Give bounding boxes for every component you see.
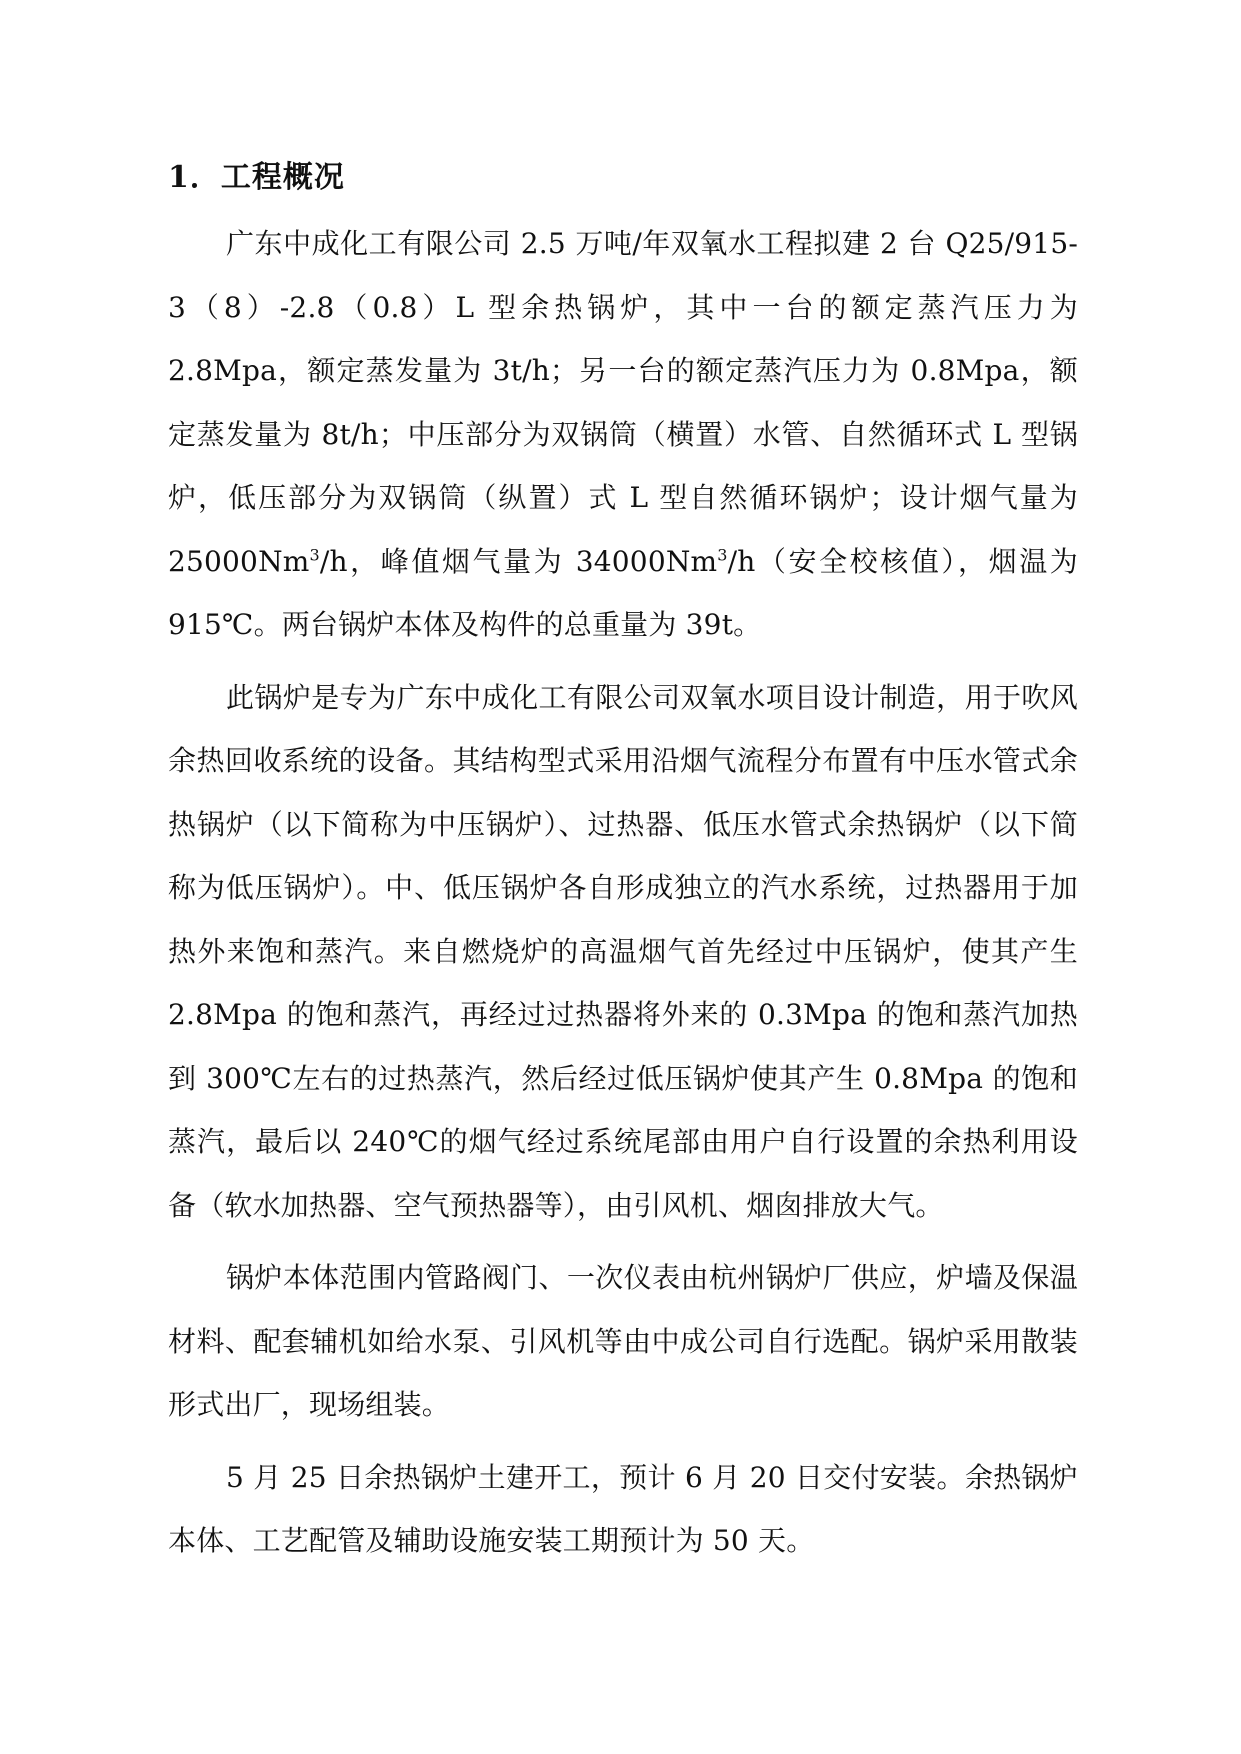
paragraph-text: 广东中成化工有限公司 2.5 万吨/年双氧水工程拟建 2 台 Q25/915-3（8）-2.8（0.8）L 型余热锅炉，其中一台的额定蒸汽压力为 2.8Mpa，额定蒸发量为 3t/h；另一台的额定蒸汽压力为 0.8Mpa，额定蒸发量为 8t/h；中压部分为双锅筒（横置）水管、自然循环式 L 型锅炉，低压部分为双锅筒（纵置）式 L 型自然循环锅炉；设计烟气量为 25000Nm xyxy=(168,227,1078,578)
superscript: 3 xyxy=(309,545,320,565)
document-body xyxy=(168,150,1078,1582)
paragraph-text: /h，峰值烟气量为 34000Nm xyxy=(319,544,718,578)
superscript: 3 xyxy=(717,545,728,565)
section-heading: 1．工程概况 xyxy=(168,160,345,195)
paragraph-supply-scope: 锅炉本体范围内管路阀门、一次仪表由杭州锅炉厂供应，炉墙及保温材料、配套辅机如给水泵、引风机等由中成公司自行选配。锅炉采用散装形式出厂，现场组装。 xyxy=(168,1261,1078,1421)
paragraph-project-overview xyxy=(168,212,1078,657)
paragraph-schedule: 5 月 25 日余热锅炉土建开工，预计 6 月 20 日交付安装。余热锅炉本体、工艺配管及辅助设施安装工期预计为 50 天。 xyxy=(168,1460,1078,1557)
paragraph-text: /h（安全校核值），烟温为 915℃。两台锅炉本体及构件的总重量为 39t。 xyxy=(168,544,1078,641)
paragraph-boiler-structure: 此锅炉是专为广东中成化工有限公司双氧水项目设计制造，用于吹风余热回收系统的设备。其结构型式采用沿烟气流程分布置有中压水管式余热锅炉（以下简称为中压锅炉）、过热器、低压水管式余热锅炉（以下简称为低压锅炉）。中、低压锅炉各自形成独立的汽水系统，过热器用于加热外来饱和蒸汽。来自燃烧炉的高温烟气首先经过中压锅炉，使其产生 2.8Mpa 的饱和蒸汽，再经过过热器将外来的 0.3Mpa 的饱和蒸汽加热到 300℃左右的过热蒸汽，然后经过低压锅炉使其产生 0.8Mpa 的饱和蒸汽，最后以 240℃的烟气经过系统尾部由用户自行设置的余热利用设备（软水加热器、空气预热器等），由引风机、烟囱排放大气。 xyxy=(168,680,1078,1222)
